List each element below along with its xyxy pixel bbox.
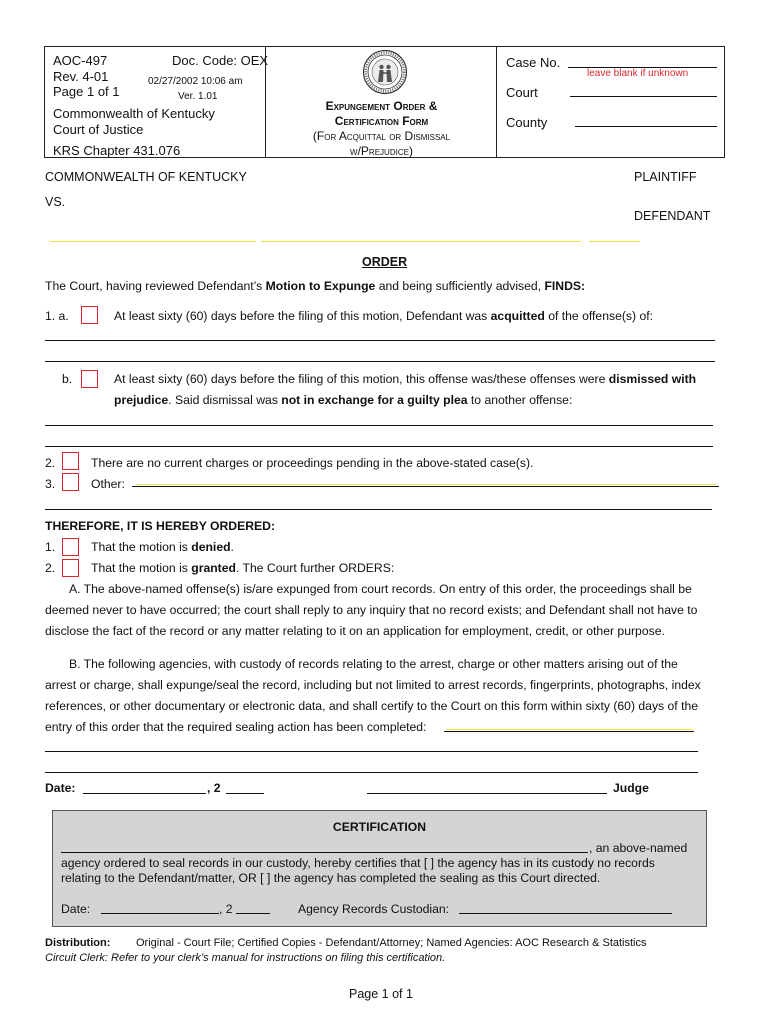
agencies-line-3[interactable] (45, 772, 698, 773)
agencies-field[interactable] (444, 731, 694, 732)
no-pending-charges-checkbox[interactable] (62, 452, 79, 470)
form-revision: Rev. 4-01 (53, 69, 109, 84)
order-year-prefix: , 2 (207, 781, 221, 795)
other-checkbox[interactable] (62, 473, 79, 491)
dismissed-offense-line-2[interactable] (45, 446, 713, 447)
item-1a-text: At least sixty (60) days before the filing of this motion, Defendant was acquitted of the offense(s) of: (114, 309, 653, 323)
distribution-text: Original - Court File; Certified Copies - Defendant/Attorney; Named Agencies: AOC Research & Statistics (136, 937, 647, 949)
header-left-rule (44, 46, 45, 157)
judge-signature-field[interactable] (367, 793, 607, 794)
page-number: Page 1 of 1 (349, 987, 413, 1001)
paragraph-b-line-1: B. The following agencies, with custody of records relating to the arrest, charge or other matters arising out of the (69, 657, 678, 671)
certification-line-3: relating to the Defendant/matter, OR [ ] the agency has completed the sealing as this Court directed. (61, 871, 601, 885)
dismissed-checkbox[interactable] (81, 370, 98, 388)
custodian-signature-field[interactable] (459, 913, 672, 914)
other-field[interactable] (132, 486, 719, 487)
offense-line-2[interactable] (45, 361, 715, 362)
order-intro: The Court, having reviewed Defendant’s Motion to Expunge and being sufficiently advised, FINDS: (45, 279, 586, 293)
item-3-text: Other: (91, 477, 125, 491)
order-date-field[interactable] (83, 793, 206, 794)
versus-label: VS. (45, 195, 66, 209)
header-divider-2 (496, 46, 497, 157)
kentucky-seal-icon (362, 49, 408, 95)
plaintiff-name: COMMONWEALTH OF KENTUCKY (45, 170, 247, 184)
certification-date-label: Date: (61, 902, 91, 916)
item-1b-number: b. (62, 372, 73, 386)
paragraph-a-line-1: A. The above-named offense(s) is/are expunged from court records. On entry of this order, the proceedings shall be (69, 582, 692, 596)
other-field-line-2[interactable] (45, 509, 712, 510)
date-label: Date: (45, 781, 76, 795)
agencies-line-2[interactable] (45, 751, 698, 752)
motion-granted-text: That the motion is granted. The Court further ORDERS: (91, 561, 395, 575)
motion-granted-checkbox[interactable] (62, 559, 79, 577)
county-field[interactable] (575, 126, 717, 127)
defendant-last-name-field[interactable] (589, 241, 640, 242)
custodian-label: Agency Records Custodian: (298, 902, 450, 916)
paragraph-b-line-3: references, or other documentary or electronic data, and shall certify to the Court on this form within sixty (60) days of the (45, 699, 699, 713)
item-2-number: 2. (45, 456, 56, 470)
jurisdiction-state: Commonwealth of Kentucky (53, 106, 215, 121)
item-1b-text: At least sixty (60) days before the filing of this motion, this offense was/these offenses were dismissed with (114, 372, 697, 386)
paragraph-b-line-4: entry of this order that the required sealing action has been completed: (45, 720, 427, 734)
offense-line-1[interactable] (45, 340, 715, 341)
header-top-rule (44, 46, 725, 47)
order-heading: ORDER (362, 255, 408, 269)
acquitted-checkbox[interactable] (81, 306, 98, 324)
item-1b-text-cont: prejudice. Said dismissal was not in exchange for a guilty plea to another offense: (114, 393, 573, 407)
case-no-hint: leave blank if unknown (587, 68, 689, 79)
ordered-heading: THEREFORE, IT IS HEREBY ORDERED: (45, 519, 276, 533)
distribution-label: Distribution: (45, 937, 111, 949)
certification-line-1: , an above-named (589, 841, 688, 855)
defendant-middle-name-field[interactable] (261, 241, 581, 242)
agencies-field-highlight (446, 729, 693, 730)
paragraph-a-line-3: disclose the fact of the record or any matter relating to it on an application for employment, credit, or other purpose. (45, 624, 665, 638)
form-version: Ver. 1.01 (178, 91, 218, 102)
court-field[interactable] (570, 96, 717, 97)
form-number: AOC-497 (53, 53, 108, 68)
ordered-2-number: 2. (45, 561, 56, 575)
motion-denied-text: That the motion is denied. (91, 540, 234, 554)
certification-heading: CERTIFICATION (332, 820, 427, 834)
form-title-line4: w/Prejudice) (350, 144, 413, 158)
certification-year-field[interactable] (236, 913, 270, 914)
county-label: County (506, 115, 548, 130)
jurisdiction-court: Court of Justice (53, 122, 144, 137)
paragraph-a-line-2: deemed never to have occurred; the court shall reply to any inquiry that no record exists; and Defendant shall not have to (45, 603, 698, 617)
defendant-first-name-field[interactable] (50, 241, 256, 242)
item-1a-number: 1. a. (45, 309, 69, 323)
form-datetime: 02/27/2002 10:06 am (148, 76, 243, 87)
clerk-note: Circuit Clerk: Refer to your clerk’s manual for instructions on filing this certification. (45, 952, 446, 964)
certification-line-2: agency ordered to seal records in our custody, hereby certifies that [ ] the agency has in its custody no records (61, 856, 655, 870)
page-count: Page 1 of 1 (53, 84, 120, 99)
item-3-number: 3. (45, 477, 56, 491)
agency-name-field[interactable] (61, 852, 588, 853)
motion-denied-checkbox[interactable] (62, 538, 79, 556)
certification-date-field[interactable] (101, 913, 219, 914)
form-title-line3: (For Acquittal or Dismissal (312, 129, 451, 143)
certification-year-prefix: , 2 (219, 902, 233, 916)
court-label: Court (506, 85, 538, 100)
form-title-line2: Certification Form (334, 114, 429, 128)
form-title-line1: Expungement Order & (325, 99, 438, 113)
plaintiff-label: PLAINTIFF (634, 170, 697, 184)
item-2-text: There are no current charges or proceedings pending in the above-stated case(s). (91, 456, 534, 470)
paragraph-b-line-2: arrest or charge, shall expunge/seal the record, including but not limited to arrest records, fingerprints, photographs, index (45, 678, 701, 692)
order-year-field[interactable] (226, 793, 264, 794)
defendant-label: DEFENDANT (634, 209, 711, 223)
ordered-1-number: 1. (45, 540, 56, 554)
case-no-label: Case No. (506, 55, 561, 70)
doc-code: Doc. Code: OEX (172, 53, 269, 68)
header-right-rule (724, 46, 725, 157)
other-field-highlight (136, 484, 716, 485)
dismissed-offense-line-1[interactable] (45, 425, 713, 426)
statute-reference: KRS Chapter 431.076 (53, 143, 181, 158)
judge-label: Judge (613, 781, 649, 795)
